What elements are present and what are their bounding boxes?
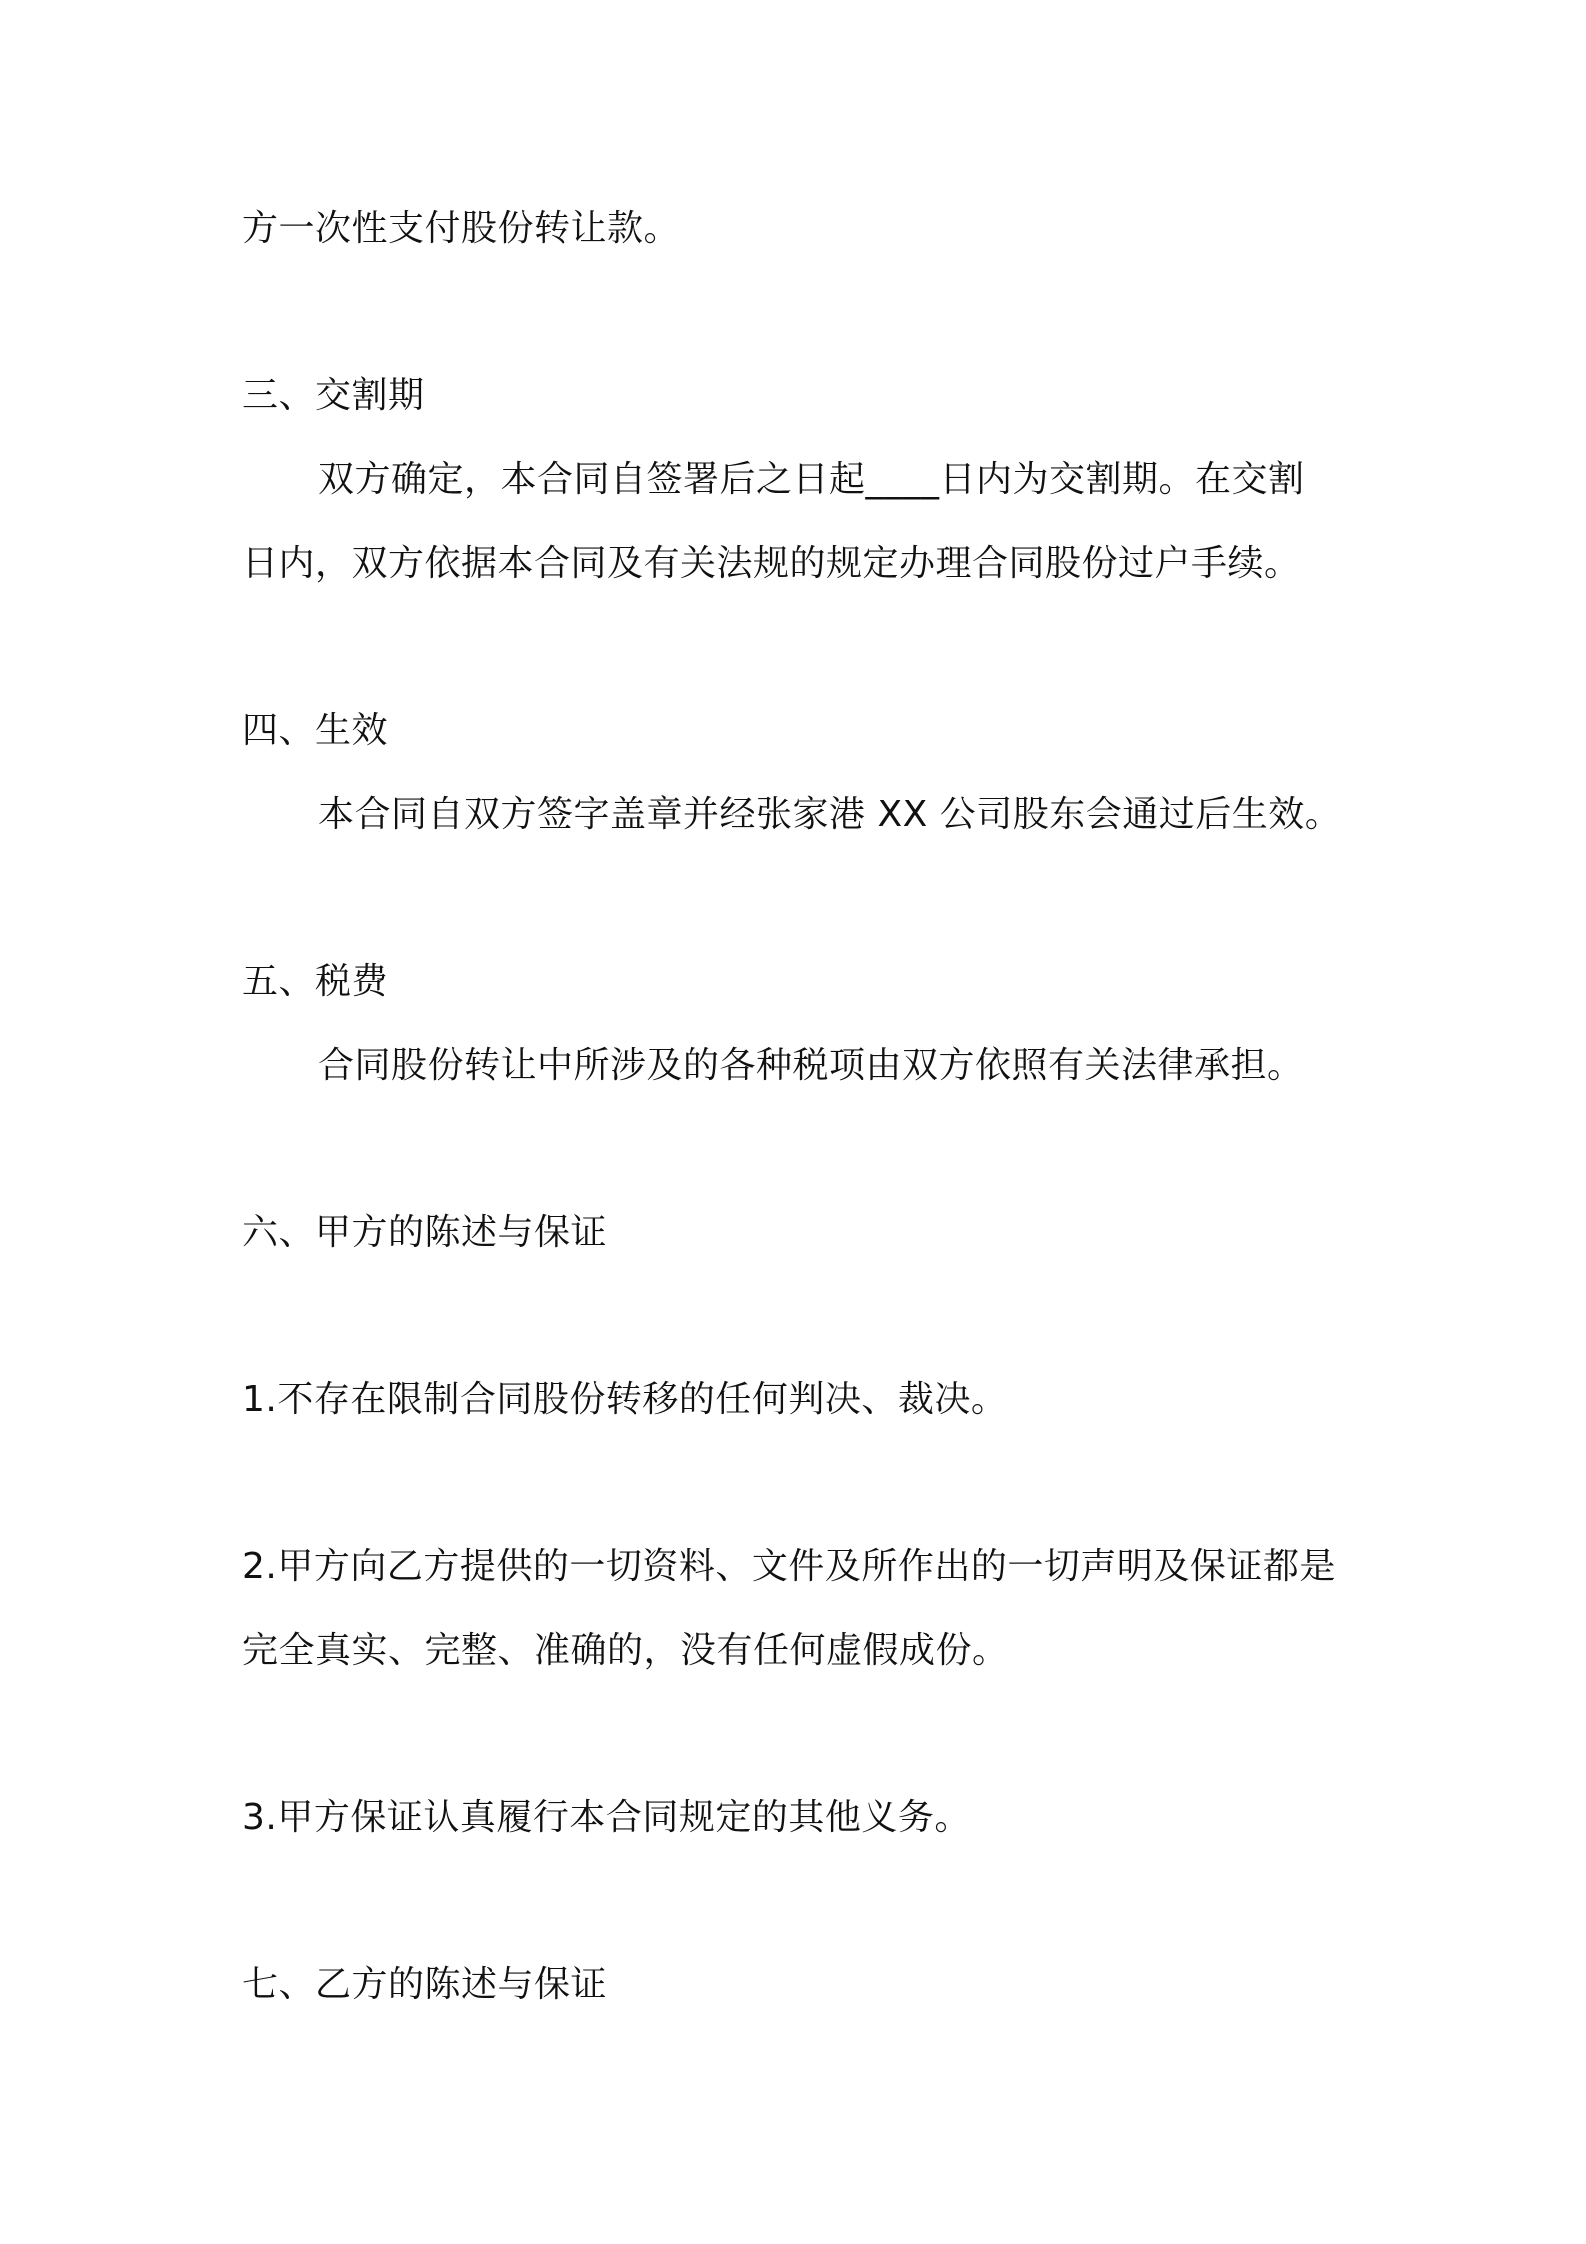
section-heading-6: 六、甲方的陈述与保证	[242, 1212, 608, 1253]
list-item-2: 2.甲方向乙方提供的一切资料、文件及所作出的一切声明及保证都是	[242, 1546, 1336, 1587]
list-item-2-continuation: 完全真实、完整、准确的，没有任何虚假成份。	[242, 1630, 1009, 1671]
list-item-1: 1.不存在限制合同股份转移的任何判决、裁决。	[242, 1379, 1008, 1420]
paragraph-line: 合同股份转让中所涉及的各种税项由双方依照有关法律承担。	[318, 1045, 1304, 1086]
paragraph-line: 双方确定，本合同自签署后之日起____日内为交割期。在交割	[318, 459, 1305, 500]
paragraph-line: 本合同自双方签字盖章并经张家港 XX 公司股东会通过后生效。	[318, 794, 1342, 835]
section-heading-4: 四、生效	[242, 710, 389, 751]
list-item-3: 3.甲方保证认真履行本合同规定的其他义务。	[242, 1797, 971, 1838]
section-heading-3: 三、交割期	[242, 375, 425, 416]
paragraph-continuation: 方一次性支付股份转让款。	[242, 208, 681, 249]
section-heading-7: 七、乙方的陈述与保证	[242, 1964, 608, 2005]
paragraph-line: 日内，双方依据本合同及有关法规的规定办理合同股份过户手续。	[242, 543, 1301, 584]
section-heading-5: 五、税费	[242, 961, 389, 1002]
